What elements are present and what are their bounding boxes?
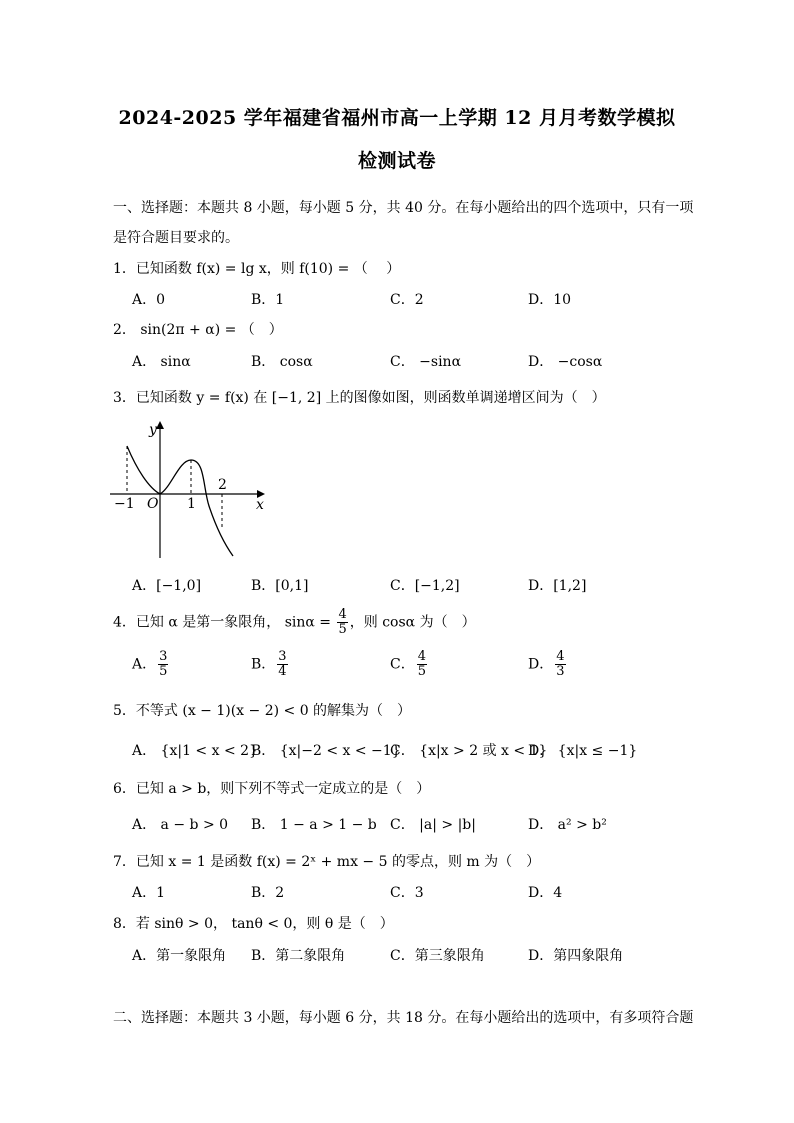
option-prefix: C． [390,656,415,673]
question-8-option-c: C．第三象限角 [390,948,485,964]
fraction-numerator: 4 [417,649,426,664]
question-7-stem: 7．已知 x = 1 是函数 f(x) = 2ˣ + mx − 5 的零点，则 m 为（ ） [113,854,541,870]
y-axis-arrow [156,421,164,429]
fraction-numerator: 4 [338,607,347,622]
fraction-denominator: 4 [278,664,287,679]
option-fraction [277,650,287,679]
section1-intro-line2: 是符合题目要求的。 [113,230,239,246]
question-3-option-d: D．[1,2] [528,578,587,594]
question-7-option-a: A．1 [132,885,166,901]
fraction-numerator: 4 [556,649,565,664]
tick-label-1: 1 [187,496,196,512]
question-3-option-c: C．[−1,2] [390,578,460,594]
question-3-option-a: A．[−1,0] [132,578,202,594]
question-5-option-b: B． {x|−2 < x < −1} [251,743,401,759]
question-6-option-a: A． a − b > 0 [132,817,229,833]
fraction-denominator: 5 [338,622,347,637]
section1-intro-line1: 一、选择题：本题共 8 小题，每小题 5 分，共 40 分。在每小题给出的四个选项中，只有一项 [113,200,694,216]
question-8-option-a: A．第一象限角 [132,948,227,964]
tick-label-2: 2 [218,477,227,493]
tick-label-neg1: −1 [114,496,135,512]
question-2-option-b: B． cosα [251,354,313,370]
question-6-stem: 6．已知 a > b，则下列不等式一定成立的是（ ） [113,781,431,797]
question-2-option-d: D． −cosα [528,354,603,370]
y-axis-label: y [149,422,157,438]
question-5-stem: 5．不等式 (x − 1)(x − 2) < 0 的解集为（ ） [113,703,412,719]
question-6-option-b: B． 1 − a > 1 − b [251,817,377,833]
fraction-numerator: 3 [159,649,168,664]
section2-intro-line1: 二、选择题：本题共 3 小题，每小题 6 分，共 18 分。在每小题给出的选项中，有多项符合题 [113,1010,694,1026]
option-prefix: D． [528,656,554,673]
function-graph [105,418,275,564]
question-3-option-b: B．[0,1] [251,578,309,594]
question-4-option-b [251,650,290,679]
exam-title-line1: 2024-2025 学年福建省福州市高一上学期 12 月月考数学模拟 [118,107,676,129]
question-1-option-c: C．2 [390,292,424,308]
question-8-option-b: B．第二象限角 [251,948,346,964]
question-5-option-a: A． {x|1 < x < 2} [132,743,258,759]
option-prefix: B． [251,656,276,673]
option-fraction [555,650,565,679]
question-1-option-a: A．0 [132,292,166,308]
question-6-option-c: C． |a| > |b| [390,817,476,833]
x-axis-label: x [256,497,264,513]
exam-title-line2: 检测试卷 [357,150,436,172]
question-1-stem: 1．已知函数 f(x) = lg x，则 f(10) = （ ） [113,261,401,277]
question-5-option-d: D． {x|x ≤ −1} [528,743,638,759]
question-7-option-c: C．3 [390,885,424,901]
question-3-stem: 3．已知函数 y = f(x) 在 [−1, 2] 上的图像如图，则函数单调递增区间为（ ） [113,390,606,406]
option-fraction [417,650,427,679]
question-8-stem: 8．若 sinθ > 0， tanθ < 0，则 θ 是（ ） [113,916,394,932]
question-4-stem-after: ，则 cosα 为（ ） [349,614,476,631]
question-2-option-c: C． −sinα [390,354,462,370]
question-4-stem [113,608,476,637]
question-6-option-d: D． a² > b² [528,817,607,833]
question-2-option-a: A． sinα [132,354,191,370]
question-7-option-d: D．4 [528,885,563,901]
fraction-denominator: 3 [556,664,565,679]
question-4-stem-fraction [337,608,347,637]
question-4-option-d [528,650,568,679]
option-fraction [158,650,168,679]
question-7-option-b: B．2 [251,885,285,901]
fraction-numerator: 3 [278,649,287,664]
question-5-option-c: C． {x|x > 2 或 x < 1} [390,743,548,759]
function-curve [127,446,233,556]
question-1-option-b: B．1 [251,292,285,308]
option-prefix: A． [132,656,157,673]
question-4-stem-before: 4．已知 α 是第一象限角， sinα = [113,614,336,631]
question-4-option-c [390,650,429,679]
question-1-option-d: D．10 [528,292,572,308]
origin-label: O [147,496,159,512]
question-8-option-d: D．第四象限角 [528,948,624,964]
question-4-option-a [132,650,170,679]
question-2-stem: 2． sin(2π + α) = （ ） [113,322,283,338]
fraction-denominator: 5 [417,664,426,679]
fraction-denominator: 5 [159,664,168,679]
